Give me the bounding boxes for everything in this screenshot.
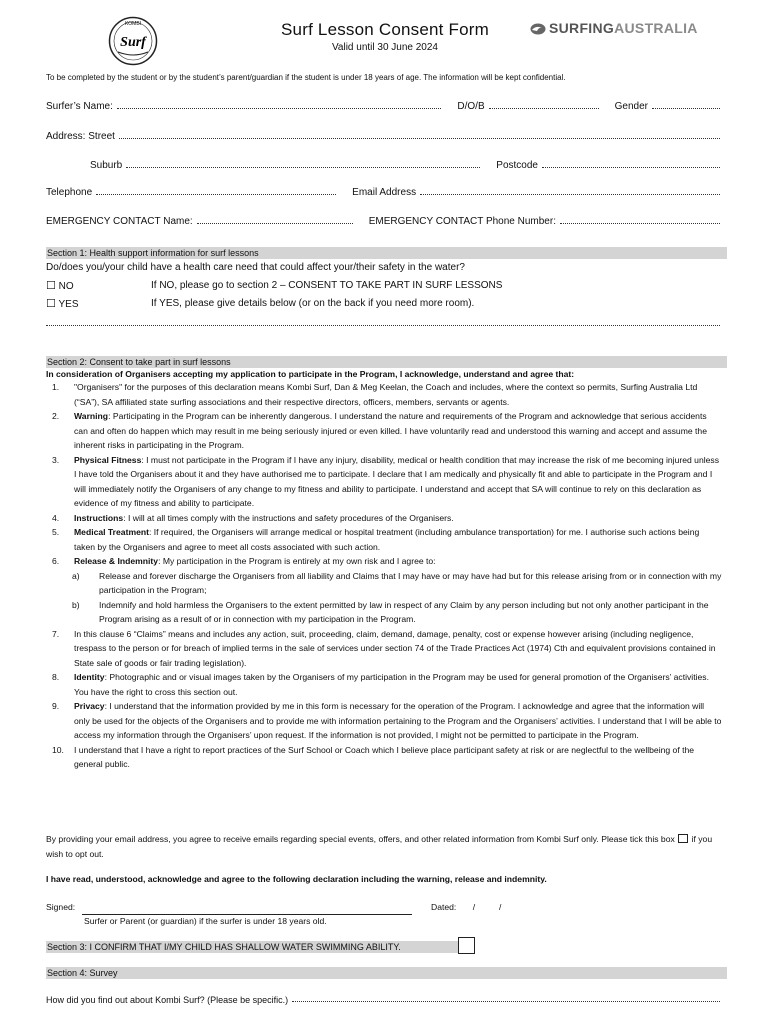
survey-row	[46, 995, 724, 1005]
signed-row	[46, 900, 412, 915]
section2-header: Section 2: Consent to take part in surf lessons	[46, 356, 727, 368]
telephone-field[interactable]	[96, 187, 336, 195]
clause-8: 8. Identity: Photographic and or visual images taken by the Organisers of my participation in the Program may be used for general promotion of the Organisers’ activities. You have the right to cross this section out.	[52, 672, 709, 697]
consent-clauses	[46, 380, 722, 772]
dated-row	[431, 900, 501, 915]
clause-1: 1. "Organisers" for the purposes of this declaration means Kombi Surf, Dan & Meg Keelan, the Coach and includes, where the context so permits, Surfing Australia Ltd (“SA”), SA affiliated state surfing associations and their respective directors, officers, members, servants or agents.	[52, 382, 698, 407]
consent-lead: In consideration of Organisers accepting my application to participate in the Program, I acknowledge, understand and agree that:	[46, 369, 575, 379]
no-label: NO	[58, 281, 74, 292]
clause-7: 7. In this clause 6 “Claims” means and includes any action, suit, proceeding, claim, demand, damage, penalty, cost or expense however arising (including negligence, trespass to the person or for breach of implied terms in the sale of services under section 74 of the Trade Practices Act (1974) Cth and equivalent provisions contained in State sale of goods or fair trading legislation).	[52, 628, 716, 668]
optout-checkbox[interactable]	[678, 834, 688, 843]
clause-6: 6. Release & Indemnity: My participation in the Program is entirely at my own risk and I agree to: a) Release and forever discharge the Organisers from all liability and Claims that I may have or may have had but for this release arising from or in connection with my participation in the Program; b) Indemnify and hold harmless the Organisers to the extent permitted by law in respect of any Claim by any person including but not only another participant in the Program arising as a result of or in connection with my participation in the Program.	[46, 554, 722, 627]
health-question: Do/does you/your child have a health care need that could affect your/their safety in the water?	[46, 262, 465, 273]
page-title: Surf Lesson Consent Form	[281, 20, 489, 39]
dated-label: Dated:	[431, 902, 457, 912]
declaration-text: I have read, understood, acknowledge and agree to the following declaration including the warning, release and indemnity.	[46, 874, 547, 884]
postcode-field[interactable]	[542, 160, 720, 168]
brand-australia: AUSTRALIA	[614, 20, 698, 36]
signed-label: Signed:	[46, 902, 76, 912]
health-details-line	[46, 325, 724, 329]
row-suburb	[90, 160, 724, 171]
clause-4: 4. Instructions: I will at all times comply with the instructions and safety procedures of the Organisers.	[52, 512, 454, 523]
validity-subtitle: Valid until 30 June 2024	[331, 42, 438, 53]
survey-question: How did you find out about Kombi Surf? (Please be specific.)	[46, 995, 289, 1005]
surfer-name-field[interactable]	[117, 101, 442, 109]
signature-field[interactable]	[82, 904, 412, 915]
postcode-label: Postcode	[496, 160, 538, 171]
emergency-name-field[interactable]	[197, 216, 353, 224]
surfing-australia-logo	[530, 20, 698, 38]
gender-field[interactable]	[652, 101, 720, 109]
row-name	[46, 101, 724, 112]
swimming-confirm-checkbox[interactable]	[458, 937, 475, 954]
no-option[interactable]	[46, 279, 74, 292]
no-instruction: If NO, please go to section 2 – CONSENT TO TAKE PART IN SURF LESSONS	[151, 280, 503, 291]
clause-2: 2. Warning: Participating in the Program can be inherently dangerous. I understand the nature and requirements of the Program and acknowledge that serious accidents can and often do happen which may result in me being seriously injured or even killed. I have voluntarily read and understood this warning and accept and assume the inherent risks in participating in the Program.	[52, 411, 707, 450]
suburb-label: Suburb	[90, 160, 123, 171]
section1-header: Section 1: Health support information for surf lessons	[46, 247, 727, 259]
yes-option[interactable]	[46, 297, 79, 310]
dob-label: D/O/B	[457, 101, 485, 112]
yes-instruction: If YES, please give details below (or on the back if you need more room).	[151, 298, 475, 309]
clause-6a: a) Release and forever discharge the Organisers from all liability and Claims that I may have or may have had but for this release arising from or in connection with my participation in the Program;	[72, 570, 722, 595]
row-contact	[46, 187, 724, 198]
suburb-field[interactable]	[126, 160, 480, 168]
wave-icon	[530, 22, 546, 38]
email-optout-note: By providing your email address, you agree to receive emails regarding special events, offers, and other related information from Kombi Surf only. Please tick this box if you wish to opt out.	[46, 834, 713, 859]
intro-text: To be completed by the student or by the student’s parent/guardian if the student is under 18 years of age. The information will be kept confidential.	[46, 73, 566, 82]
emergency-phone-label: EMERGENCY CONTACT Phone Number:	[368, 216, 556, 227]
logo-text: Surf	[120, 35, 146, 50]
clause-3: 3. Physical Fitness: I must not participate in the Program if I have any injury, disability, medical or health condition that may increase the risk of me becoming injured unless I have told the Organisers about it and they have authorised me to participate. I declare that I am medically and physically fit and able to participate in the Program and I will immediately notify the Organisers of any change to my fitness and ability to participate. I understand and accept that SA will continue to rely on this declaration as evidence of my fitness and ability to participate.	[52, 454, 720, 508]
section4-header: Section 4: Survey	[46, 967, 727, 979]
email-field[interactable]	[420, 187, 720, 195]
email-label: Email Address	[352, 187, 417, 198]
clause-5: 5. Medical Treatment: If required, the Organisers will arrange medical or hospital treatment (including ambulance transportation) for me. I authorise such actions being taken by the Organisers and agree to meet all costs associated with such action.	[52, 527, 700, 552]
health-details-field[interactable]	[46, 325, 720, 326]
address-label: Address: Street	[46, 131, 115, 142]
emergency-name-label: EMERGENCY CONTACT Name:	[46, 216, 193, 227]
clause-9: 9. Privacy: I understand that the information provided by me in this form is necessary for the operation of the Program. I acknowledge and agree that the information will only be used for the objects of the Organisers and to provide me with information pertaining to the Program and the Organisers’ activities. I understand that I will be able to access my information through the Organisers’ upon request. If the information is not provided, I might not be permitted to participate in the Program.	[52, 701, 722, 740]
no-checkbox[interactable]: ☐	[46, 280, 56, 292]
clause-10: 10. I understand that I have a right to report practices of the Surf School or Coach which I believe place participant safety at risk or are neglectful to the wellbeing of the general public.	[52, 744, 695, 769]
emergency-phone-field[interactable]	[560, 216, 720, 224]
gender-label: Gender	[614, 101, 648, 112]
yes-label: YES	[58, 299, 79, 310]
logo-ring-text: KOMBI	[124, 21, 142, 27]
surfer-name-label: Surfer’s Name:	[46, 101, 113, 112]
date-field[interactable]: / /	[472, 902, 502, 912]
survey-answer-field[interactable]	[292, 995, 720, 1002]
section3-header: Section 3: I CONFIRM THAT I/MY CHILD HAS SHALLOW WATER SWIMMING ABILITY.	[46, 941, 459, 953]
telephone-label: Telephone	[46, 187, 93, 198]
yes-checkbox[interactable]: ☐	[46, 298, 56, 310]
brand-surfing: SURFING	[549, 20, 615, 36]
row-address	[46, 131, 724, 142]
clause-6b: b) Indemnify and hold harmless the Organisers to the extent permitted by law in respect of any Claim by any person including but not only another participant in the Program arising as a result of or in connection with my participation in the Program.	[72, 599, 709, 624]
signer-note: Surfer or Parent (or guardian) if the surfer is under 18 years old.	[84, 916, 327, 926]
street-field[interactable]	[119, 131, 720, 139]
dob-field[interactable]	[489, 101, 599, 109]
row-emergency	[46, 216, 724, 227]
